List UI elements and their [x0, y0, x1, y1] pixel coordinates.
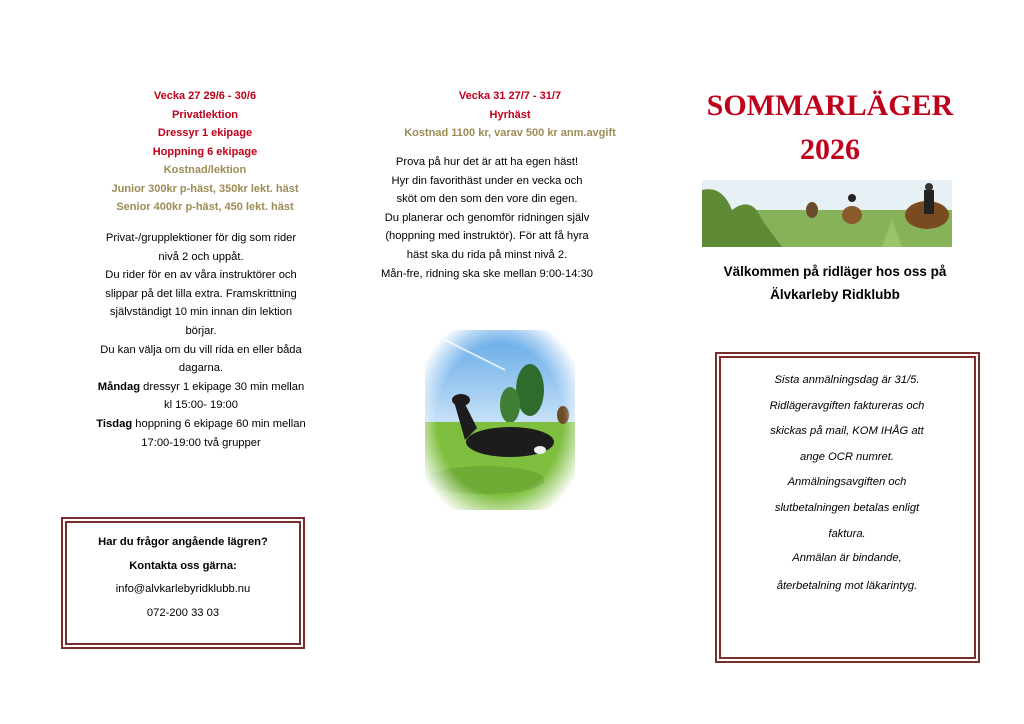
dressage-line: Dressyr 1 ekipage: [157, 127, 253, 139]
title-line-1: SOMMARLÄGER: [706, 89, 954, 122]
info-line: Ridlägeravgiften faktureras och: [769, 399, 925, 412]
week-27-title: Vecka 27 29/6 - 30/6: [153, 90, 257, 102]
desc-line: slippar på det lilla extra. Framskrittning: [105, 287, 297, 300]
monday-label: Måndag: [97, 380, 141, 393]
info-line: skickas på mail, KOM IHÅG att: [770, 425, 924, 438]
contact-text: [65, 531, 301, 625]
contact-us: Kontakta oss gärna:: [129, 559, 237, 572]
info-line: Anmälan är bindande,: [792, 552, 902, 565]
tuesday-schedule: [70, 415, 332, 434]
lesson-type: Privatlektion: [171, 108, 239, 121]
senior-price: Senior 400kr p-häst, 450 lekt. häst: [116, 201, 294, 213]
cost-label: Kostnad/lektion: [163, 164, 247, 176]
tuesday-text: hoppning 6 ekipage 60 min mellan: [132, 417, 306, 430]
welcome-line-1: Välkommen på ridläger hos oss på: [723, 264, 947, 279]
camp-week-31: [355, 87, 665, 143]
info-line: Anmälningsavgiften och: [787, 476, 907, 489]
rent-cost: Kostnad 1100 kr, varav 500 kr anm.avgift: [404, 127, 616, 139]
contact-question: Har du frågor angående lägren?: [98, 536, 268, 548]
desc-line: Hyr din favorithäst under en vecka och: [391, 174, 583, 187]
page-title: [680, 84, 980, 172]
junior-price: Junior 300kr p-häst, 350kr lekt. häst: [111, 182, 299, 195]
riders-photo: [702, 180, 952, 247]
desc-line: Du kan välja om du vill rida en eller båda: [100, 343, 302, 356]
rent-horse-label: Hyrhäst: [489, 108, 531, 121]
info-line: Sista anmälningsdag är 31/5.: [774, 374, 920, 386]
desc-line: självständigt 10 min innan din lektion: [109, 306, 293, 319]
welcome-text: [690, 260, 980, 306]
info-line: ange OCR numret.: [800, 450, 894, 463]
desc-line: Mån-fre, ridning ska ske mellan 9:00-14:30: [380, 267, 594, 280]
monday-text: dressyr 1 ekipage 30 min mellan: [140, 380, 305, 393]
desc-line: (hoppning med instruktör). För att få hyra: [385, 230, 589, 243]
desc-line: sköt om den som den vore din egen.: [396, 193, 578, 206]
contact-email[interactable]: info@alvkarlebyridklubb.nu: [115, 583, 251, 595]
monday-time: kl 15:00- 19:00: [163, 399, 238, 412]
desc-line: börjar.: [185, 324, 217, 337]
info-line: faktura.: [828, 527, 866, 540]
desc-line: Du planerar och genomför ridningen själv: [384, 211, 590, 224]
week-31-description: [352, 153, 622, 283]
tuesday-time: 17:00-19:00 två grupper: [141, 436, 261, 449]
desc-line: Privat-/grupplektioner för dig som rider: [105, 232, 297, 244]
tuesday-label: Tisdag: [96, 417, 133, 430]
info-line: slutbetalningen betalas enligt: [774, 501, 920, 514]
monday-schedule: [70, 378, 332, 397]
desc-line: häst ska du rida på minst nivå 2.: [406, 248, 568, 261]
desc-line: nivå 2 och uppåt.: [158, 250, 244, 263]
horse-lying-photo: [425, 330, 575, 510]
title-line-2: 2026: [800, 133, 860, 166]
camp-week-27: [80, 87, 330, 217]
desc-line: Prova på hur det är att ha egen häst!: [395, 156, 579, 168]
week-31-title: Vecka 31 27/7 - 31/7: [458, 90, 562, 102]
contact-phone: 072-200 33 03: [146, 606, 220, 619]
welcome-line-2: Älvkarleby Ridklubb: [770, 287, 900, 302]
desc-line: dagarna.: [178, 362, 224, 375]
jumping-line: Hoppning 6 ekipage: [152, 145, 258, 158]
week-27-description: [70, 229, 332, 452]
registration-info-text: [722, 368, 972, 597]
desc-line: Du rider för en av våra instruktörer och: [105, 269, 297, 282]
info-line: återbetalning mot läkarintyg.: [776, 580, 918, 593]
